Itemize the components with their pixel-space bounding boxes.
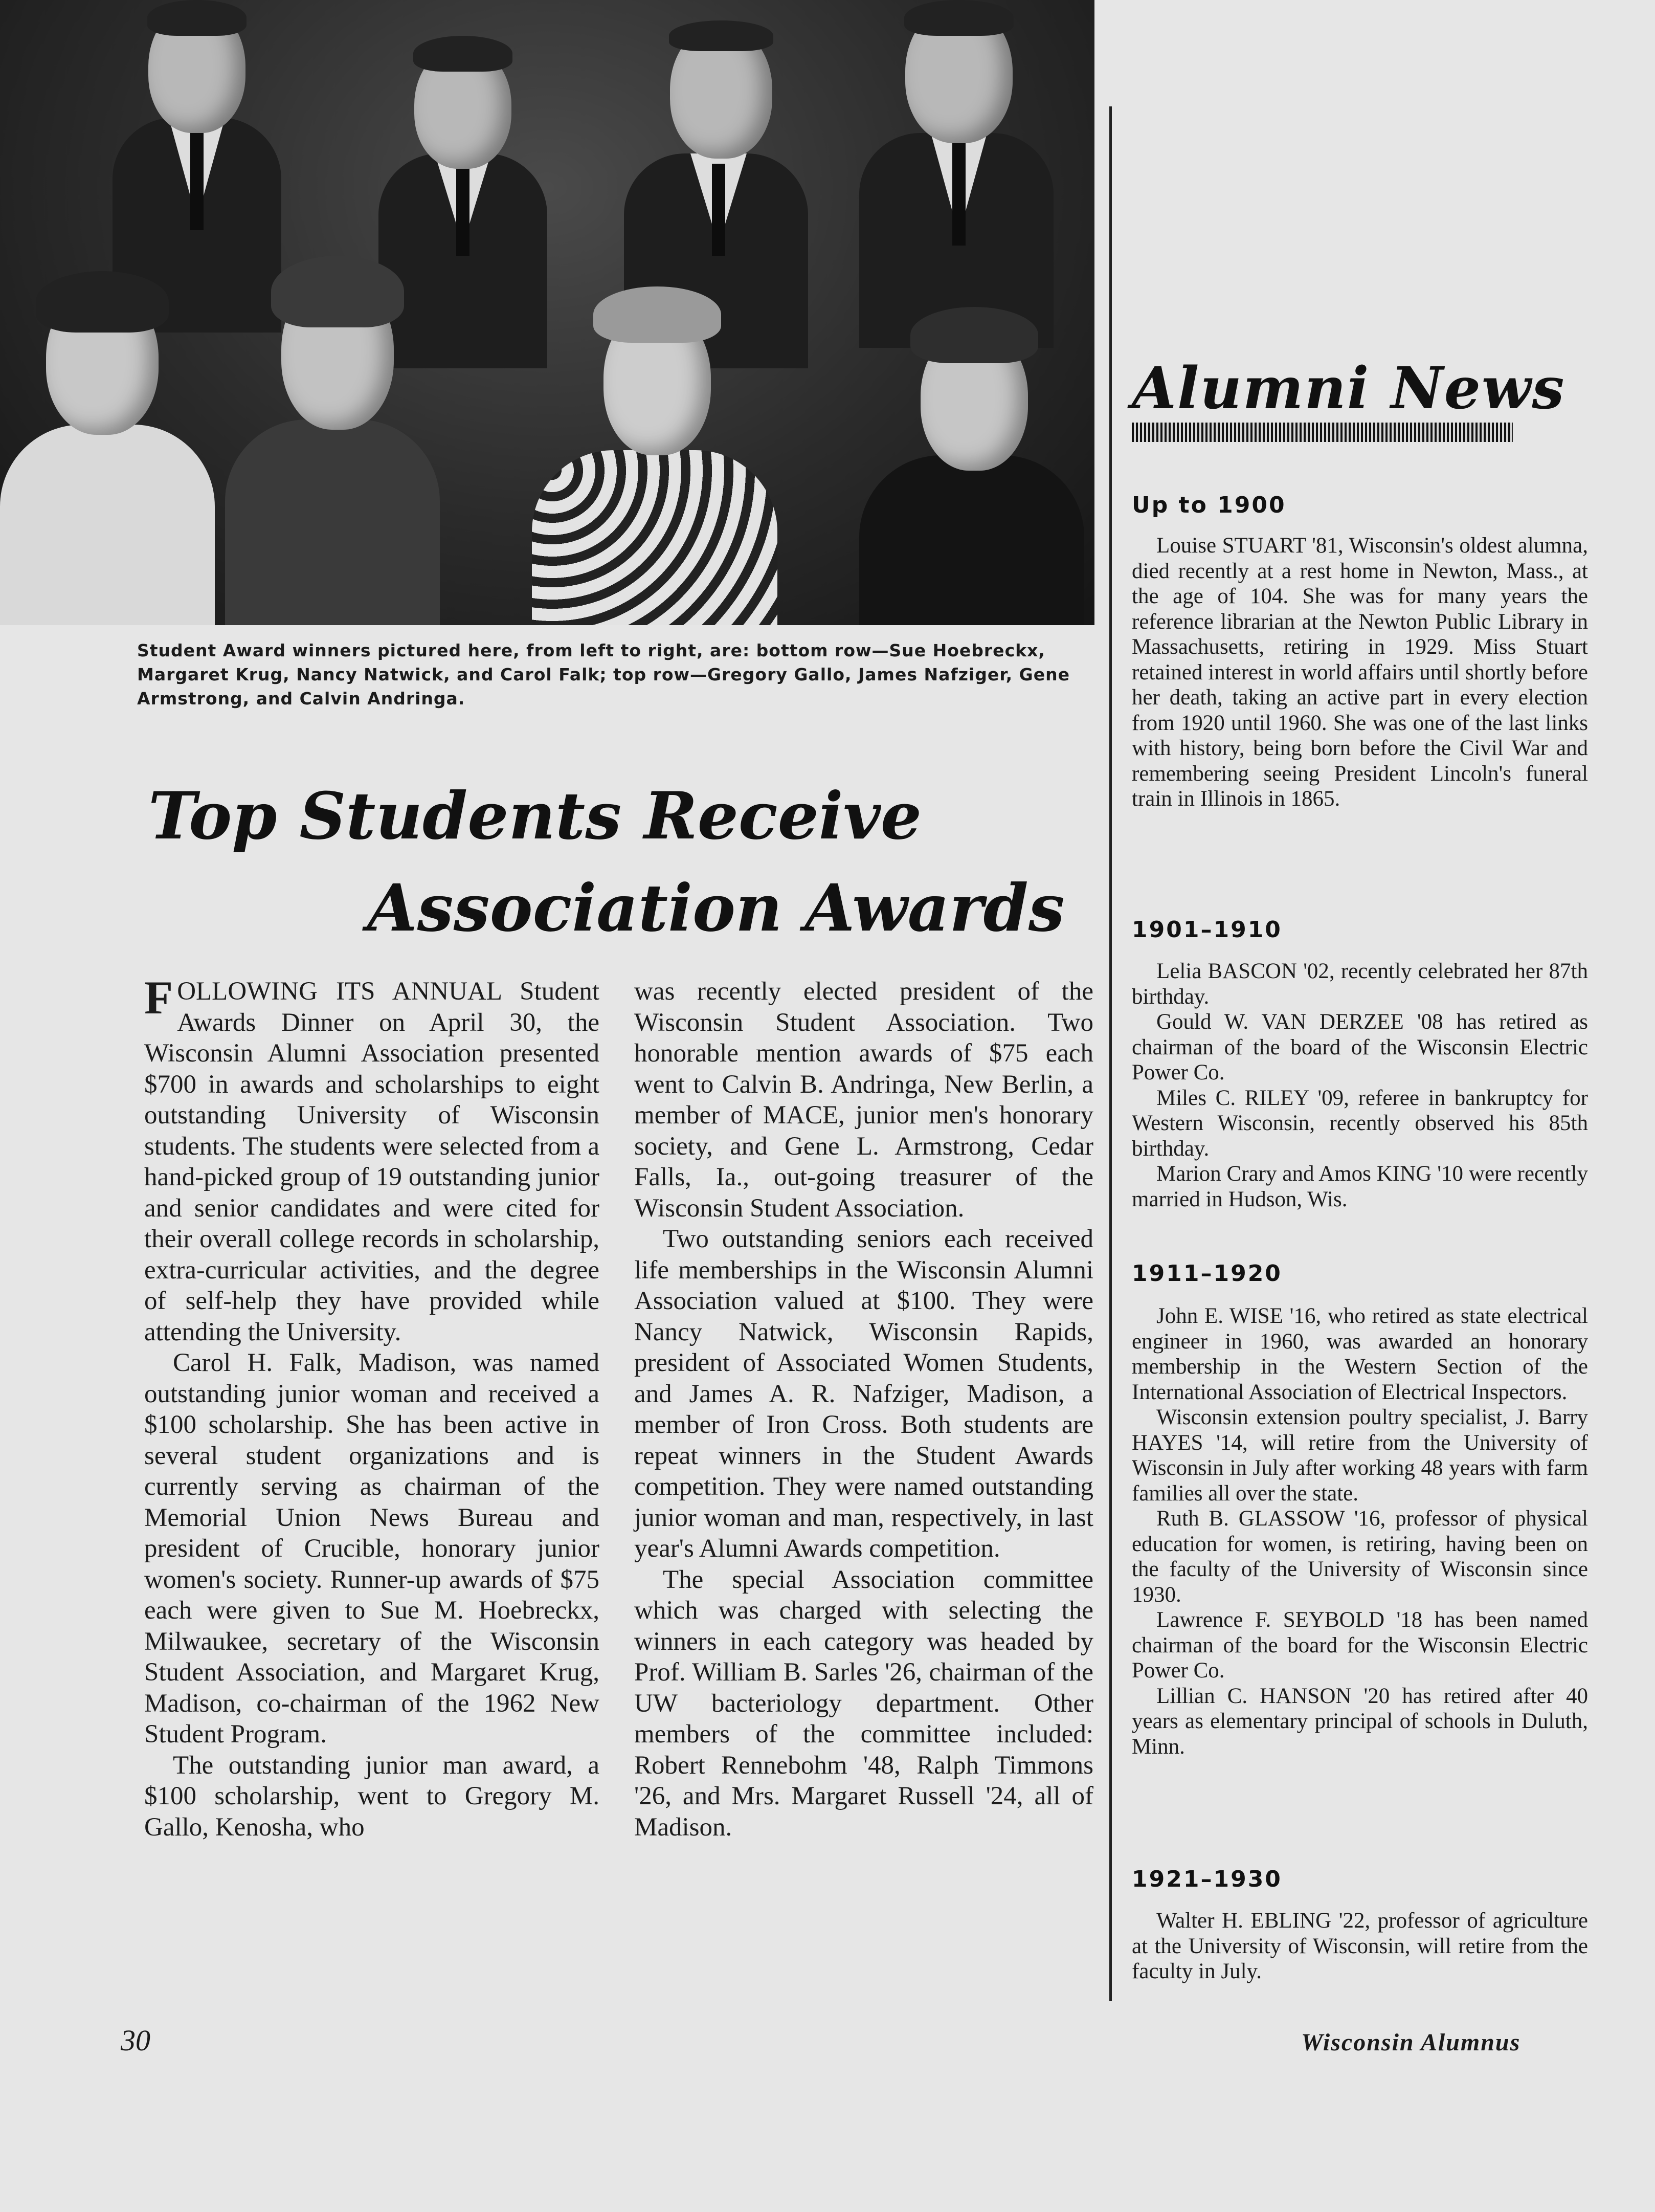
article-column-2 [634, 976, 1093, 1843]
section-heading-1901-1910: 1901–1910 [1132, 917, 1282, 943]
photo-caption: Student Award winners pictured here, from left to right, are: bottom row—Sue Hoebreckx, Margaret Krug, Nancy Natwick, and Carol Falk; top row—Gregory Gallo, James Nafziger, Gene Armstrong, and Calvin Andringa. [137, 640, 1070, 709]
section-body-1901-1910: Lelia BASCON '02, recently celebrated her 87th birthday. Gould W. VAN DERZEE '08 has retired as chairman of the board of the Wisconsin Electric Power Co. Miles C. RILEY '09, referee in bankruptcy for Western Wisconsin, recently observed his 85th birthday. Marion Crary and Amos KING '10 were recently married in Hudson, Wis. [1132, 959, 1588, 1211]
section-heading-1911-1920: 1911–1920 [1132, 1260, 1282, 1287]
article-paragraph: The outstanding junior man award, a $100 scholarship, went to Gregory M. Gallo, Kenosha, who [144, 1751, 599, 1842]
section-body-1911-1920: John E. WISE '16, who retired as state electrical engineer in 1960, was awarded an honorary membership in the Western Section of the International Association of Electrical Inspectors. Wisconsin extension poultry specialist, J. Barry HAYES '14, will retire from the University of Wisconsin in July after working 48 years with farm families all over the state. Ruth B. GLASSOW '16, professor of physical education for women, is retiring, having been on the faculty of the University of Wisconsin since 1930. Lawrence F. SEYBOLD '18 has been named chairman of the board for the Wisconsin Electric Power Co. Lillian C. HANSON '20 has retired after 40 years as elementary principal of schools in Duluth, Minn. [1132, 1304, 1588, 1759]
journal-name: Wisconsin Alumnus [1301, 2029, 1521, 2056]
article-paragraph: The special Association committee which was charged with selecting the winners in each category was headed by Prof. William B. Sarles '26, chairman of the UW bacteriology department. Other members of the committee included: Robert Rennebohm '48, Ralph Timmons '26, and Mrs. Margaret Russell '24, all of Madison. [634, 1565, 1093, 1842]
article-paragraph: Carol H. Falk, Madison, was named outstanding junior woman and received a $100 scholarship. She has been active in several student organizations and is currently serving as chairman of the Memorial Union News Bureau and president of Crucible, honorary junior women's society. Runner-up awards of $75 each were given to Sue M. Hoebreckx, Milwaukee, secretary of the Wisconsin Student Association, and Margaret Krug, Madison, co-chairman of the 1962 New Student Program. [144, 1348, 599, 1749]
section-heading-1921-1930: 1921–1930 [1132, 1866, 1282, 1892]
headline-line2: Association Awards [367, 870, 1065, 946]
section-heading-up-to-1900: Up to 1900 [1132, 492, 1286, 518]
article-paragraph: was recently elected president of the Wisconsin Student Association. Two honorable mention awards of $75 each went to Calvin B. Andringa, New Berlin, a member of MACE, junior men's honorary society, and Gene L. Armstrong, Cedar Falls, Ia., out-going treasurer of the Wisconsin Student Association. [634, 977, 1093, 1223]
alumni-news-title: Alumni News [1132, 355, 1565, 422]
student-award-photo [0, 0, 1094, 625]
page-number: 30 [121, 2024, 150, 2057]
title-rule-bar [1132, 423, 1513, 442]
headline-line1: Top Students Receive [148, 778, 922, 854]
article-column-1 [144, 971, 599, 1843]
article-paragraph: Two outstanding seniors each received life memberships in the Wisconsin Alumni Association valued at $100. They were Nancy Natwick, Wisconsin Rapids, president of Associated Women Students, and James A. R. Nafziger, Madison, a member of Iron Cross. Both students are repeat winners in the Student Awards competition. They were named outstanding junior woman and man, respectively, in last year's Alumni Awards competition. [634, 1225, 1093, 1563]
section-body-up-to-1900: Louise STUART '81, Wisconsin's oldest alumna, died recently at a rest home in Newton, Mass., at the age of 104. She was for many years the reference librarian at the Newton Public Library in Massachusetts, retiring in 1929. Miss Stuart retained interest in world affairs until shortly before her death, taking an active part in every election from 1920 until 1960. She was one of the last links with history, being born before the Civil War and remembering seeing President Lincoln's funeral train in Illinois in 1865. [1132, 534, 1588, 811]
section-body-1921-1930: Walter H. EBLING '22, professor of agriculture at the University of Wisconsin, will retire from the faculty in July. [1132, 1909, 1588, 1983]
column-divider [1109, 106, 1112, 2001]
drop-cap: F [144, 971, 173, 1024]
article-paragraph: FOLLOWING ITS ANNUAL Student Awards Dinner on April 30, the Wisconsin Alumni Association presented $700 in awards and scholarships to eight outstanding University of Wisconsin students. The students were selected from a hand-picked group of 19 outstanding junior and senior candidates and were cited for their overall college records in scholarship, extra-curricular activities, and the degree of self-help they have provided while attending the University. [144, 971, 599, 1346]
